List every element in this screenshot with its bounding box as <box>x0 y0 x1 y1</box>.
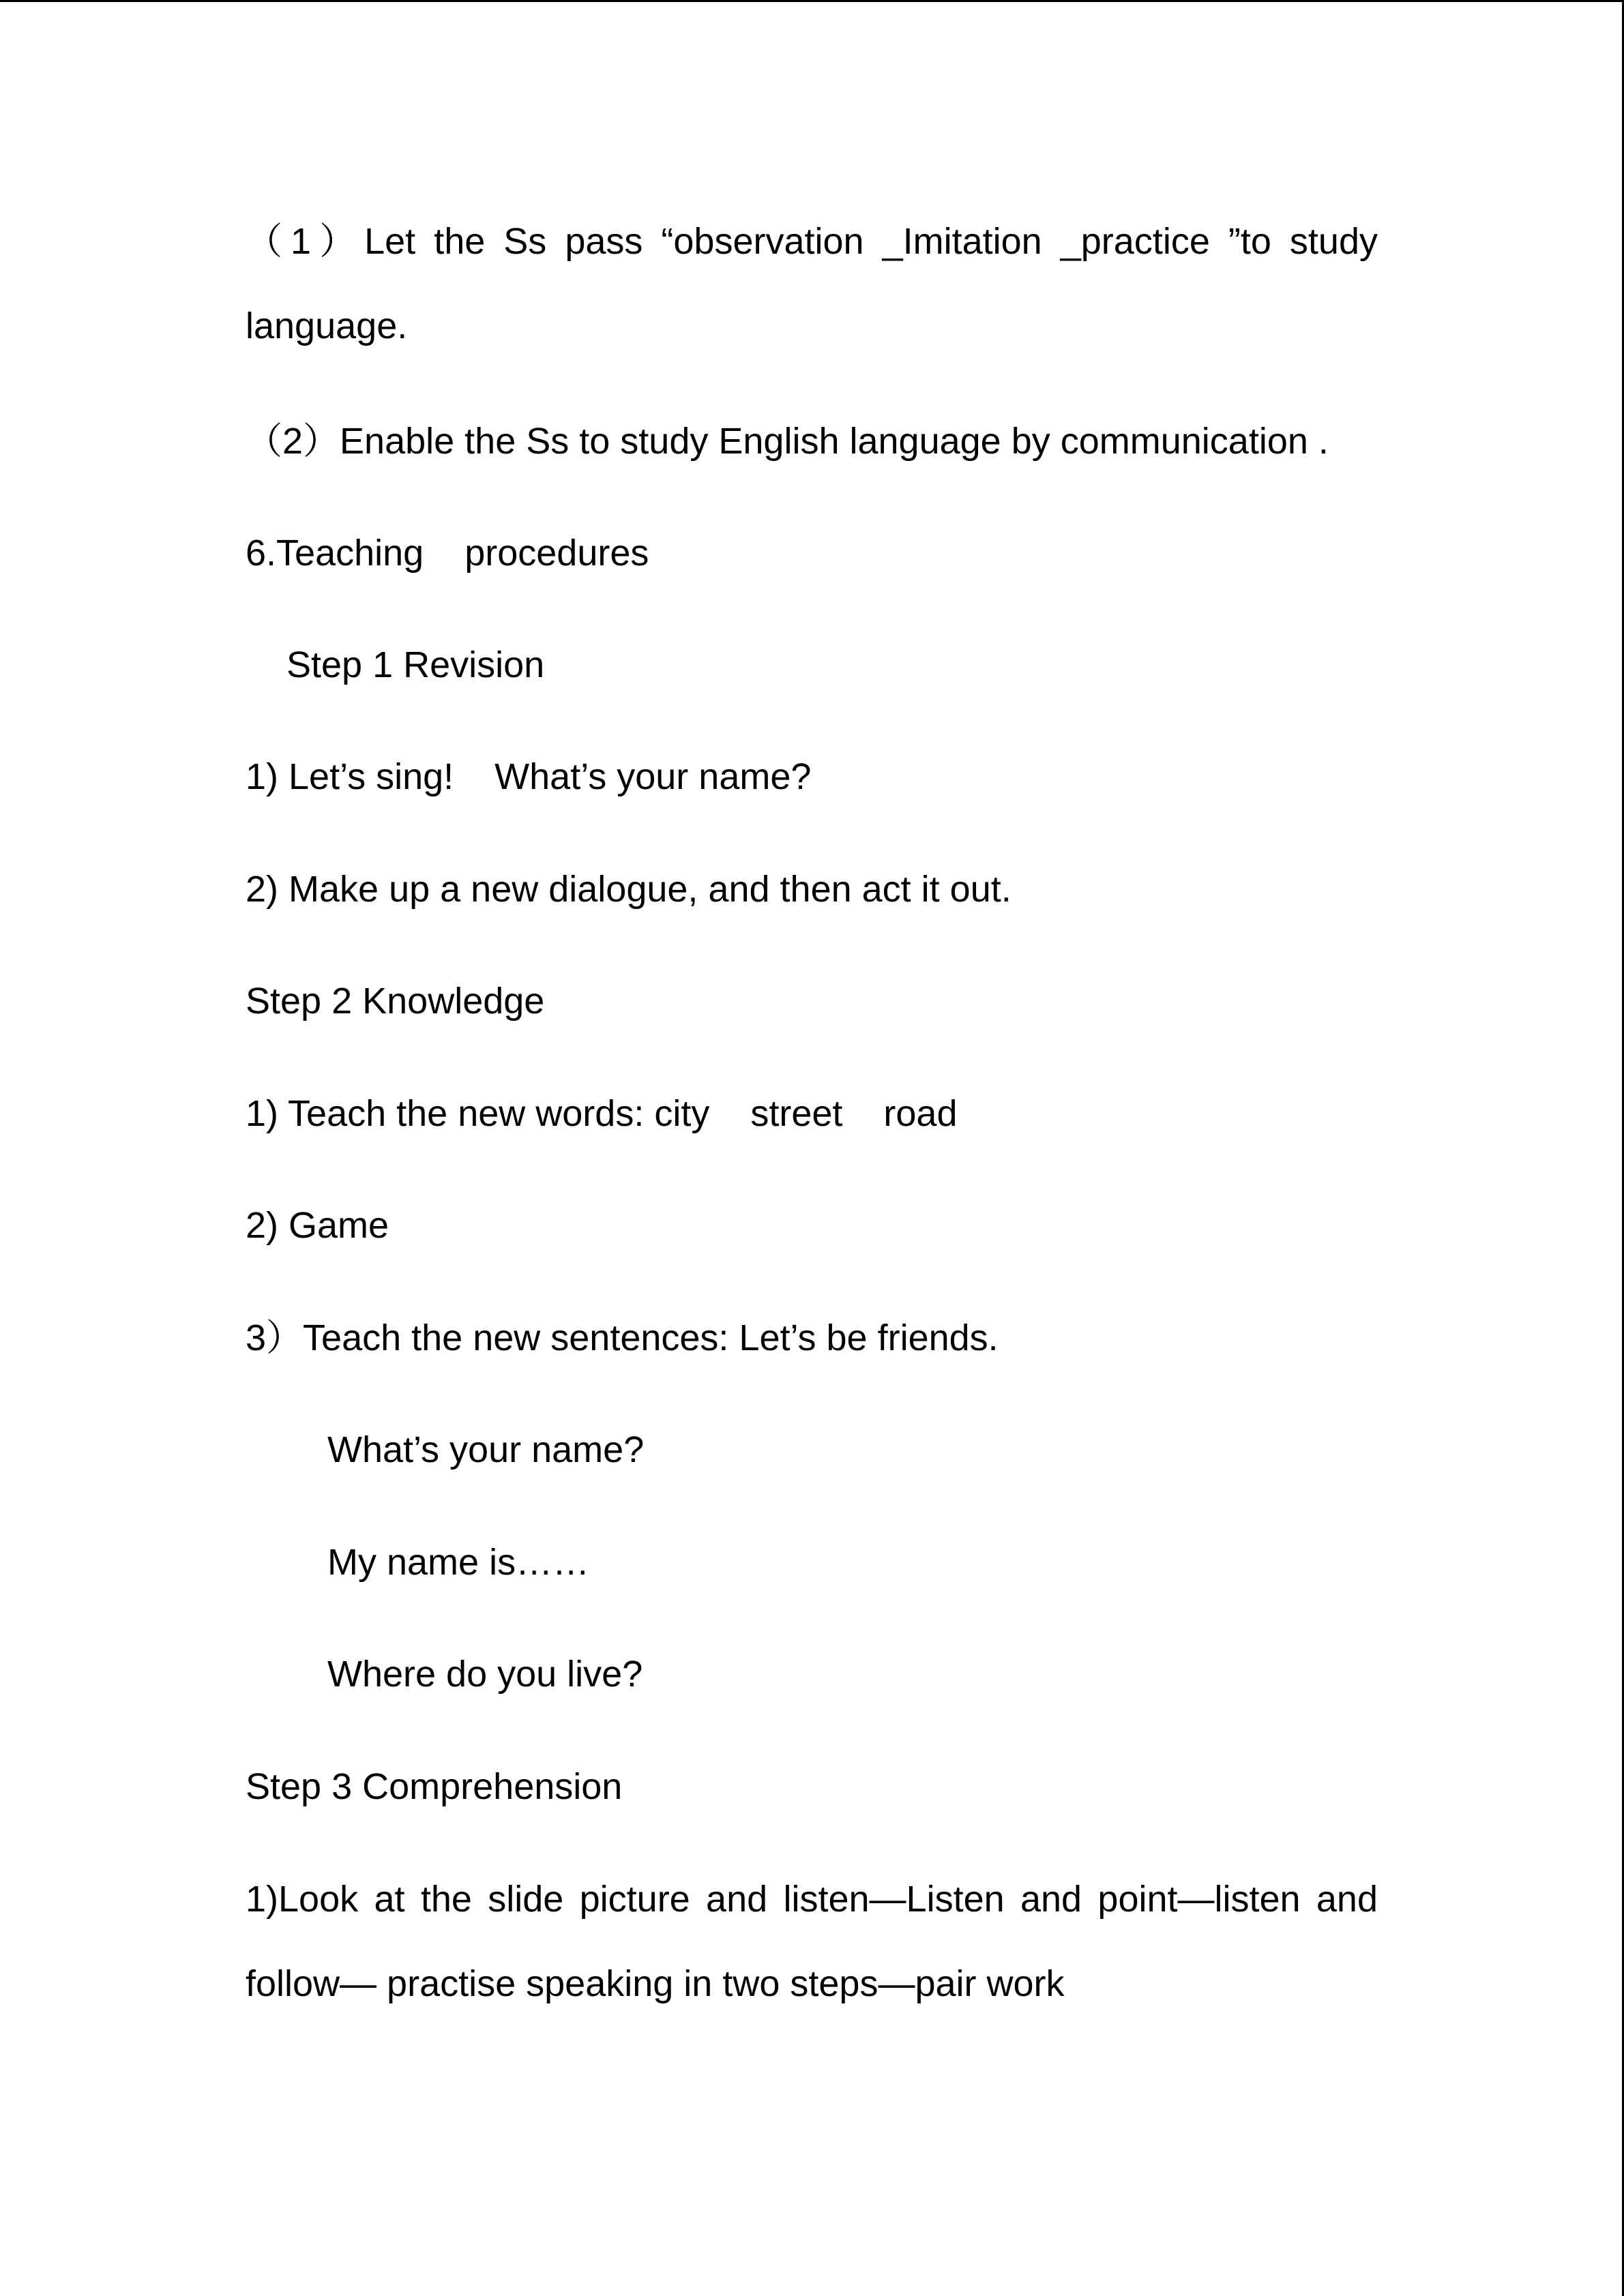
section-heading-teaching-procedures: 6.Teaching procedures <box>246 533 649 573</box>
step-3-item-1-line-1: 1)Look at the slide picture and listen—Listen and point—listen and <box>246 1879 1378 1920</box>
step-3-heading: Step 3 Comprehension <box>246 1766 623 1807</box>
step-1-item-1: 1) Let’s sing! What’s your name? <box>246 756 812 797</box>
step-1-item-2: 2) Make up a new dialogue, and then act it out. <box>246 869 1012 910</box>
sentence-whats-your-name: What’s your name? <box>327 1429 645 1470</box>
step-2-item-1: 1) Teach the new words: city street road <box>246 1093 958 1134</box>
objective-1-line-1: （1）Let the Ss pass “observation _Imitation _practice ”to study <box>246 221 1378 262</box>
step-2-item-2: 2) Game <box>246 1205 389 1246</box>
step-3-item-1-line-2: follow— practise speaking in two steps—pair work <box>246 1963 1065 2004</box>
sentence-where-do-you-live: Where do you live? <box>327 1654 643 1695</box>
step-2-heading: Step 2 Knowledge <box>246 981 545 1022</box>
step-1-heading: Step 1 Revision <box>286 644 545 685</box>
objective-2: （2）Enable the Ss to study English language by communication . <box>246 421 1329 462</box>
step-2-item-3: 3）Teach the new sentences: Let’s be friends. <box>246 1317 999 1358</box>
sentence-my-name-is: My name is…… <box>327 1542 590 1583</box>
objective-1-line-2: language. <box>246 305 408 346</box>
